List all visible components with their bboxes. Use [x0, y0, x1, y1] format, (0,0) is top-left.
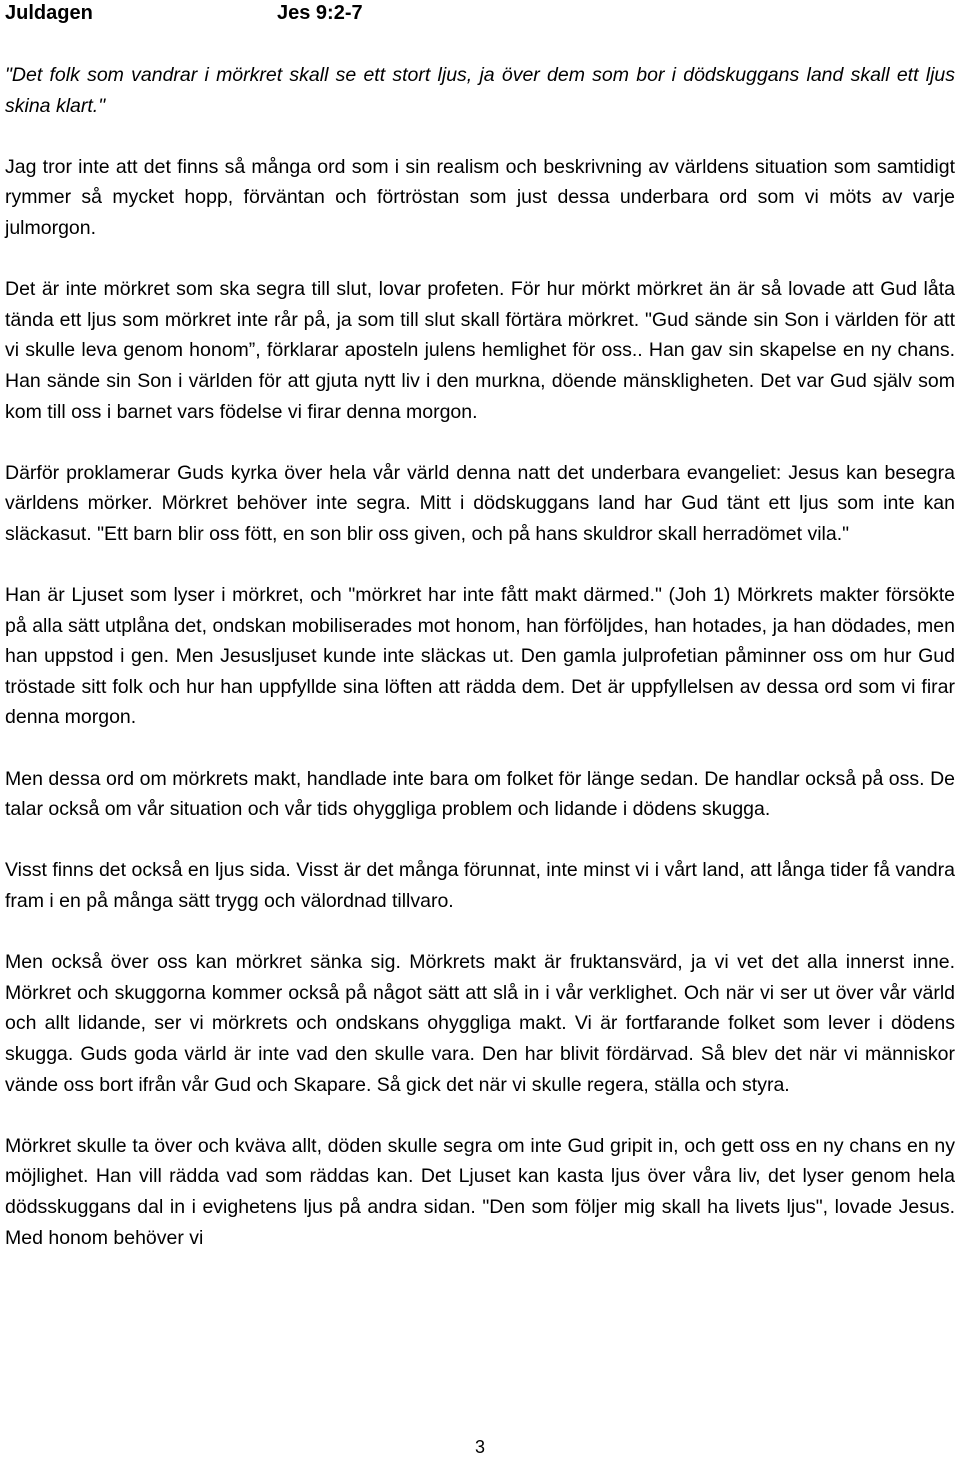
paragraph-4: Han är Ljuset som lyser i mörkret, och "mörkret har inte fått makt därmed." (Joh 1) Mörkrets makter försökte på alla sätt utplåna det, ondskan mobiliserades mot honom, han förföljdes, han hotades, ja han dödades, men han uppstod i gen. Men Jesusljuset kunde inte släckas ut. Den gamla julprofetian påminner oss om hur Gud tröstade sitt folk och hur han uppfyllde sina löften att rädda dem. Det är uppfyllelsen av dessa ord som vi firar denna morgon. [5, 584, 955, 729]
paragraph-1: Jag tror inte att det finns så många ord som i sin realism och beskrivning av världens situation som samtidigt rymmer så mycket hopp, förväntan och förtröstan som just dessa underbara ord som vi möts av varje julmorgon. [5, 155, 955, 239]
paragraph-7: Men också över oss kan mörkret sänka sig. Mörkrets makt är fruktansvärd, ja vi vet det alla innerst inne. Mörkret och skuggorna kommer också på något sätt att slå in i vår verklighet. Och när vi ser ut över vår värld och allt lidande, ser vi mörkrets och ondskans ohyggliga makt. Vi är fortfarande folket som lever i dödens skugga. Guds goda värld är inte vad den skulle vara. Den har blivit fördärvad. Så blev det när vi människor vände oss bort ifrån vår Gud och Skapare. Så gick det när vi skulle regera, ställa och styra. [5, 951, 955, 1096]
page-number: 3 [474, 1437, 485, 1457]
paragraph-6: Visst finns det också en ljus sida. Visst är det många förunnat, inte minst vi i vårt land, att långa tider få vandra fram i en på många sätt trygg och välordnad tillvaro. [5, 859, 955, 913]
paragraph-2: Det är inte mörkret som ska segra till slut, lovar profeten. För hur mörkt mörkret än är så lovade att Gud låta tända ett ljus som mörkret inte rår på, ja som till slut skall förtära mörkret. "Gud sände sin Son i världen för att vi skulle leva genom honom”, förklarar aposteln julens hemlighet för oss.. Han gav sin skapelse en ny chans. Han sände sin Son i världen för att gjuta nytt liv i den murkna, döende mänskligheten. Det var Gud själv som kom till oss i barnet vars födelse vi firar denna morgon. [5, 278, 955, 423]
scripture-quote: "Det folk som vandrar i mörkret skall se ett stort ljus, ja över dem som bor i dödskuggans land skall ett ljus skina klart." [5, 64, 955, 117]
sermon-title: Juldagen [5, 2, 93, 24]
paragraph-5: Men dessa ord om mörkrets makt, handlade inte bara om folket för länge sedan. De handlar också på oss. De talar också om vår situation och vår tids ohyggliga problem och lidande i dödens skugga. [5, 767, 955, 821]
document-page [5, 0, 955, 1253]
sermon-header [5, 0, 955, 26]
bible-reference: Jes 9:2-7 [277, 2, 363, 24]
paragraph-8: Mörkret skulle ta över och kväva allt, döden skulle segra om inte Gud gripit in, och gett oss en ny chans en ny möjlighet. Han vill rädda vad som räddas kan. Det Ljuset kan kasta ljus över våra liv, det lyser genom hela dödsskuggans dal in i evighetens ljus på andra sidan. "Den som följer mig skall ha livets ljus", lovade Jesus. Med honom behöver vi [5, 1134, 955, 1249]
paragraph-3: Därför proklamerar Guds kyrka över hela vår värld denna natt det underbara evangeliet: Jesus kan besegra världens mörker. Mörkret behöver inte segra. Mitt i dödskuggans land har Gud tänt ett ljus som inte kan släckasut. "Ett barn blir oss fött, en son blir oss given, och på hans skuldror skall herradömet vila." [5, 461, 955, 545]
